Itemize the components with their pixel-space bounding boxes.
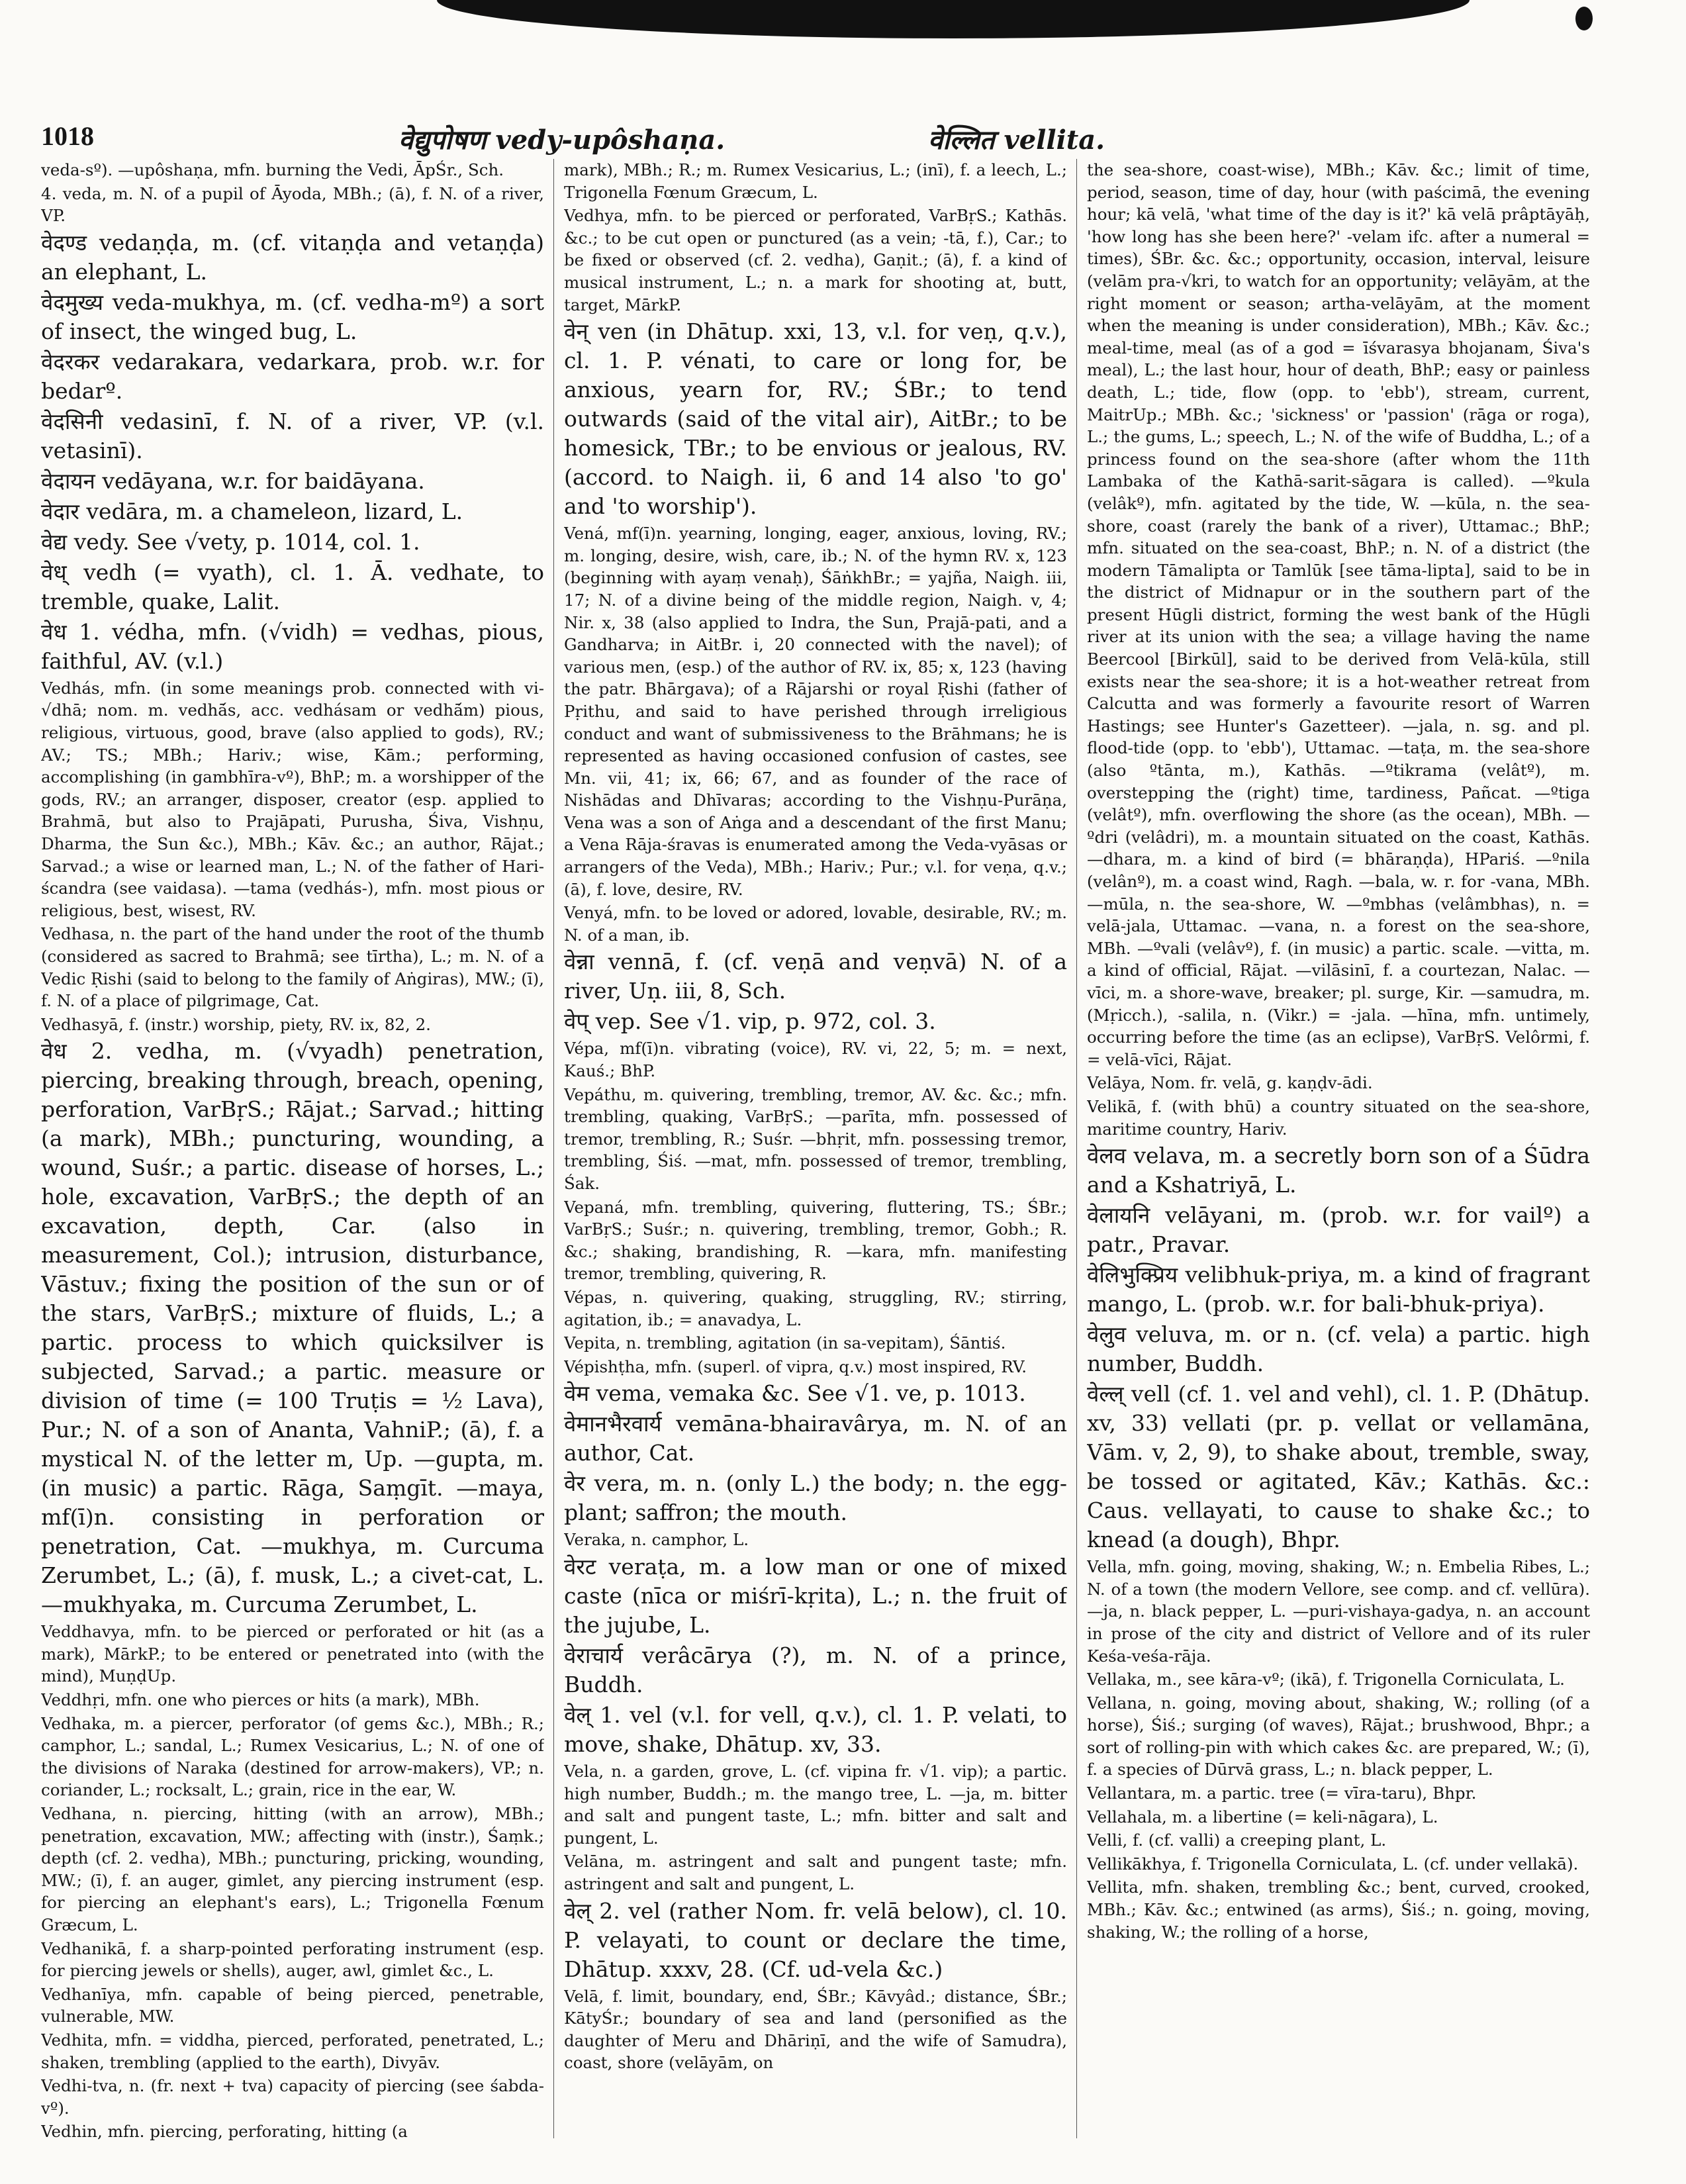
sub-entry: Veddhṛi, mfn. one who pierces or hits (a mark), MBh. <box>41 1690 480 1710</box>
headword-entry: वेलुव veluva, m. or n. (cf. vela) a partic. high number, Buddh. <box>1087 1321 1590 1377</box>
headword-entry: वेदमुख्य veda-mukhya, m. (cf. vedha-mº) a sort of insect, the winged bug, L. <box>41 289 544 344</box>
sub-entry: Vedhin, mfn. piercing, perforating, hitting (a <box>41 2122 408 2142</box>
page-number: 1018 <box>41 121 94 151</box>
headword-entry: वेलायनि velāyani, m. (prob. w.r. for vailº) a patr., Pravar. <box>1087 1202 1590 1258</box>
sub-entry: Vellana, n. going, moving about, shaking, W.; rolling (of a horse), Śiś.; surging (of waves), Rājat.; brushwood, Bhpr.; a sort of rolling-pin with which cakes &c. are prepared, W.; (ī), f. a species of Dūrvā grass, L.; n. black pepper, L. <box>1087 1693 1590 1780</box>
headword-entry: वेन् ven (in Dhātup. xxi, 13, v.l. for veṇ, q.v.), cl. 1. P. vénati, to care or long for, be anxious, yearn for, RV.; ŚBr.; to tend outwards (said of the vital air), AitBr.; to be homesick, TBr.; to be envious or jealous, RV. (accord. to Naigh. ii, 6 and 14 also 'to go' and 'to worship'). <box>564 318 1067 520</box>
headword-entry: वेरट veraṭa, m. a low man or one of mixed caste (nīca or miśrī-kṛita), L.; n. the fruit of the jujube, L. <box>564 1553 1067 1638</box>
scan-ink-blot <box>437 0 1470 38</box>
headword-entry: वेम vema, vemaka &c. See √1. ve, p. 1013. <box>564 1380 1026 1407</box>
entry: veda-sº). —upôshaṇa, mfn. burning the Vedi, ĀpŚr., Sch. <box>41 160 504 179</box>
sub-entry: Vépas, n. quivering, quaking, struggling, RV.; stirring, agitation, ib.; = anavadya, L. <box>564 1287 1067 1329</box>
sub-entry: Vedhanikā, f. a sharp-pointed perforating instrument (esp. for piercing jewels or shells), auger, awl, gimlet &c., L. <box>41 1938 544 1981</box>
sub-entry: Vellaka, m., see kāra-vº; (ikā), f. Trigonella Corniculata, L. <box>1087 1670 1565 1689</box>
headword-entry: वेल् 2. vel (rather Nom. fr. velā below), cl. 10. P. velayati, to count or declare the time, Dhātup. xxxv, 28. (Cf. ud-vela &c.) <box>564 1897 1067 1982</box>
sub-entry: Vená, mf(ī)n. yearning, longing, eager, anxious, loving, RV.; m. longing, desire, wish, care, ib.; N. of the hymn RV. x, 123 (beginning with ayaṃ venaḥ), ŚāṅkhBr.; = yajña, Naigh. iii, 17; N. of a divine being of the middle region, Naigh. v, 4; Nir. x, 38 (also applied to Indra, the Sun, Prajā-pati, and a Gandharva; in AitBr. i, 20 connected with the navel); of various men, (esp.) of the author of RV. ix, 85; x, 123 (having the patr. Bhārgava); of a Rājarshi or royal Ṛishi (father of Pṛithu, and said to have perished through irreligious conduct and want of submissiveness to the Brāhmans; he is represented as having occasioned confusion of castes, see Mn. vii, 41; ix, 66; 67, and as founder of the race of Nishādas and Dhīvaras; according to the Vishṇu-Purāṇa, Vena was a son of Aṅga and a descendant of the first Manu; a Vena Rāja-śravas is enumerated among the Veda-vyāsas or arrangers of the Veda), MBh.; Hariv.; Pur.; v.l. for veṇa, q.v.; (ā), f. love, desire, RV. <box>564 524 1067 899</box>
headword-entry: वेदार vedāra, m. a chameleon, lizard, L. <box>41 498 463 524</box>
sub-entry: Venyá, mfn. to be loved or adored, lovable, desirable, RV.; m. N. of a man, ib. <box>564 903 1067 945</box>
sub-entry: Vépishṭha, mfn. (superl. of vipra, q.v.) most inspired, RV. <box>564 1356 1027 1376</box>
sub-entry: Veraka, n. camphor, L. <box>564 1530 749 1550</box>
sub-entry: Vellahala, m. a libertine (= keli-nāgara), L. <box>1087 1807 1438 1827</box>
headword-entry: वेमानभैरवार्य vemāna-bhairavârya, m. N. of an author, Cat. <box>564 1411 1067 1466</box>
sub-entry: Vedhita, mfn. = viddha, pierced, perforated, penetrated, L.; shaken, trembling (applied to the earth), Divyāv. <box>41 2030 544 2072</box>
sub-entry: Vellita, mfn. shaken, trembling &c.; bent, curved, crooked, MBh.; Kāv. &c.; entwined (as arms), Śiś.; n. going, moving, shaking, W.; the rolling of a horse, <box>1087 1877 1590 1942</box>
sub-entry: Vedhya, mfn. to be pierced or perforated, VarBṛS.; Kathās. &c.; to be cut open or punctured (as a vein; -tā, f.), Car.; to be fixed or observed (cf. 2. vedha), Gaṇit.; (ā), f. a kind of musical instrument, L.; n. a mark for shooting at, butt, target, MārkP. <box>564 206 1067 314</box>
headword-entry: वेल् 1. vel (v.l. for vell, q.v.), cl. 1. P. velati, to move, shake, Dhātup. xv, 33. <box>564 1701 1067 1757</box>
headword-entry: वेध 2. vedha, m. (√vyadh) penetration, piercing, breaking through, breach, opening, perforation, VarBṛS.; Rājat.; Sarvad.; hitting (a mark), MBh.; puncturing, wounding, a wound, Suśr.; a partic. disease of horses, L.; hole, excavation, VarBṛS.; the depth of an excavation, depth, Car. (also in measurement, Col.); intrusion, disturbance, Vāstuv.; fixing the position of the sun or of the stars, VarBṛS.; mixture of fluids, L.; a partic. process to which quicksilver is subjected, Sarvad.; a partic. measure or division of time (= 100 Truṭis = ½ Lava), Pur.; N. of a son of Ananta, VahniP.; (ā), f. a mystical N. of the letter m, Up. —gupta, m. (in music) a partic. Rāga, Saṃgīt. —maya, mf(ī)n. consisting in perforation or penetration, Cat. —mukhya, m. Curcuma Zerumbet, L.; (ā), f. musk, L.; a civet-cat, L. —mukhyaka, m. Curcuma Zerumbet, L. <box>41 1038 544 1618</box>
headword-entry: वेप् vep. See √1. vip, p. 972, col. 3. <box>564 1008 936 1035</box>
headword-entry: वेलव velava, m. a secretly born son of a Śūdra and a Kshatriyā, L. <box>1087 1143 1590 1198</box>
sub-entry: Vedhasa, n. the part of the hand under the root of the thumb (considered as sacred to Brahmā; see tīrtha), L.; m. N. of a Vedic Ṛishi (said to belong to the family of Aṅgiras), MW.; (ī), f. N. of a place of pilgrimage, Cat. <box>41 924 544 1011</box>
sub-entry: Vedhasyā, f. (instr.) worship, piety, RV. ix, 82, 2. <box>41 1014 431 1034</box>
headword-entry: वेदसिनी vedasinī, f. N. of a river, VP. (v.l. vetasinī). <box>41 408 544 463</box>
sub-entry: Vela, n. a garden, grove, L. (cf. vipina fr. √1. vip); a partic. high number, Buddh.; m. the mango tree, L. —ja, m. bitter and salt and pungent taste, L.; mfn. bitter and salt and pungent, L. <box>564 1761 1067 1848</box>
headword-entry: वेद्य vedy. See √vety, p. 1014, col. 1. <box>41 528 420 555</box>
sub-entry: Vedhanīya, mfn. capable of being pierced, penetrable, vulnerable, MW. <box>41 1984 544 2026</box>
column-rule-2 <box>1076 159 1077 2138</box>
sub-entry: Velāna, m. astringent and salt and pungent taste; mfn. astringent and salt and pungent, L. <box>564 1852 1067 1893</box>
sub-entry: Velli, f. (cf. valli) a creeping plant, L. <box>1087 1830 1387 1850</box>
headword-entry: वेदण्ड vedaṇḍa, m. (cf. vitaṇḍa and vetaṇḍa) an elephant, L. <box>41 229 544 285</box>
sub-entry: Vedhi-tva, n. (fr. next + tva) capacity of piercing (see śabda-vº). <box>41 2076 544 2118</box>
sub-entry: Vedhana, n. piercing, hitting (with an arrow), MBh.; penetration, excavation, MW.; affecting with (instr.), Śaṃk.; depth (cf. 2. vedha), MBh.; puncturing, pricking, wounding, MW.; (ī), f. an auger, gimlet, any piercing instrument (esp. for piercing an elephant's ears), L.; Trigonella Fœnum Græcum, L. <box>41 1804 544 1934</box>
sub-entry: Vedhaka, m. a piercer, perforator (of gems &c.), MBh.; R.; camphor, L.; sandal, L.; Rumex Vesicarius, L.; N. of one of the divisions of Naraka (destined for arrow-makers), VP.; n. coriander, L.; rocksalt, L.; grain, rice in the ear, W. <box>41 1713 544 1800</box>
sub-entry: Vepita, n. trembling, agitation (in sa-vepitam), Śāntiś. <box>564 1333 1006 1353</box>
headword-entry: वेल्ल् vell (cf. 1. vel and vehl), cl. 1. P. (Dhātup. xv, 33) vellati (pr. p. vellat or vellamāna, Vām. v, 2, 9), to shake about, tremble, sway, be tossed or agitated, Kāv.; Kathās. &c.: Caus. vellayati, to cause to shake &c.; to knead (a dough), Bhpr. <box>1087 1381 1590 1553</box>
headword-entry: वेर vera, m. n. (only L.) the body; n. the egg-plant; saffron; the mouth. <box>564 1470 1067 1526</box>
sub-entry: Velāya, Nom. fr. velā, g. kaṇḍv-ādi. <box>1087 1073 1373 1093</box>
sub-entry: Vedhás, mfn. (in some meanings prob. connected with vi-√dhā; nom. m. vedhā́s, acc. vedhásam or vedhā́m) pious, religious, virtuous, good, brave (also applied to gods), RV.; AV.; TS.; MBh.; Hariv.; wise, Kām.; performing, accomplishing (in gambhīra-vº), BhP.; m. a worshipper of the gods, RV.; an arranger, disposer, creator (esp. applied to Brahmā, but also to Prajāpati, Purusha, Śiva, Vishṇu, Dharma, the Sun &c.), MBh.; Kāv. &c.; an author, Rājat.; Sarvad.; a wise or learned man, L.; N. of the father of Hari-ścandra (see vaidasa). —tama (vedhás-), mfn. most pious or religious, best, wisest, RV. <box>41 678 544 920</box>
headword-entry: वेदरकर vedarakara, vedarkara, prob. w.r. for bedarº. <box>41 348 544 404</box>
sub-entry: Velā, f. limit, boundary, end, ŚBr.; Kāvyâd.; distance, ŚBr.; KātyŚr.; boundary of sea and land (personified as the daughter of Meru and Dhāriṇī, and the wife of Samudra), coast, shore (velāyām, on <box>564 1986 1067 2073</box>
headword-entry: वेन्ना vennā, f. (cf. veṇā and veṇvā) N. of a river, Uṇ. iii, 8, Sch. <box>564 949 1067 1004</box>
column-rule-1 <box>553 159 554 2138</box>
sub-entry: Vellantara, m. a partic. tree (= vīra-taru), Bhpr. <box>1087 1783 1477 1803</box>
sub-entry: Velikā, f. (with bhū) a country situated on the sea-shore, maritime country, Hariv. <box>1087 1096 1590 1139</box>
column-2 <box>564 159 1067 2152</box>
sub-entry: Vella, mfn. going, moving, shaking, W.; n. Embelia Ribes, L.; N. of a town (the modern Vellore, see comp. and cf. vellūra). —ja, n. black pepper, L. —puri-vishaya-gadya, n. an account in prose of the city and district of Vellore and of its ruler Keśa-veśa-rāja. <box>1087 1557 1590 1666</box>
sub-entry: Vépa, mf(ī)n. vibrating (voice), RV. vi, 22, 5; m. = next, Kauś.; BhP. <box>564 1039 1067 1081</box>
column-3 <box>1087 159 1590 2152</box>
sub-entry: Vellikākhya, f. Trigonella Corniculata, L. (cf. under vellakā). <box>1087 1854 1579 1874</box>
sub-entry: Vepáthu, m. quivering, trembling, tremor, AV. &c. &c.; mfn. trembling, quaking, VarBṛS.; —parīta, mfn. possessed of tremor, trembling, R.; Suśr. —bhṛit, mfn. possessing tremor, trembling, Śiś. —mat, mfn. possessed of tremor, trembling, Śak. <box>564 1084 1067 1193</box>
headword-entry: वेध 1. védha, mfn. (√vidh) = vedhas, pious, faithful, AV. (v.l.) <box>41 618 544 674</box>
running-title-right: वेल्लित vellita. <box>928 124 1105 156</box>
sub-entry: Vepaná, mfn. trembling, quivering, fluttering, TS.; ŚBr.; VarBṛS.; Suśr.; n. quivering, trembling, tremor, Gobh.; R. &c.; shaking, brandishing, R. —kara, mfn. manifesting tremor, trembling, quivering, R. <box>564 1197 1067 1284</box>
entry: mark), MBh.; R.; m. Rumex Vesicarius, L.; (inī), f. a leech, L.; Trigonella Fœnum Græcum, L. <box>564 160 1067 202</box>
sub-entry: Veddhavya, mfn. to be pierced or perforated or hit (as a mark), MārkP.; to be entered or penetrated into (with the mind), MuṇḍUp. <box>41 1622 544 1686</box>
scan-ink-spot <box>1575 7 1593 30</box>
headword-entry: वेदायन vedāyana, w.r. for baidāyana. <box>41 467 425 494</box>
column-1 <box>41 159 544 2152</box>
entry: 4. veda, m. N. of a pupil of Āyoda, MBh.; (ā), f. N. of a river, VP. <box>41 183 544 226</box>
entry: the sea-shore, coast-wise), MBh.; Kāv. &c.; limit of time, period, season, time of day, hour (with paścimā, the evening hour; kā velā, 'what time of the day is it?' kā velā prâptāyāḥ, 'how long has she been here?' -velam ifc. after a numeral = times), ŚBr. &c. &c.; opportunity, occasion, interval, leisure (velām pra-√kri, to watch for an opportunity; velāyām, at the right moment or season; artha-velāyām, at the moment when the meaning is under consideration), MBh.; Kāv. &c.; meal-time, meal (as of a god = īśvarasya bhojanam, Śiva's meal), L.; the last hour, hour of death, BhP.; easy or painless death, L.; tide, flow (opp. to 'ebb'), stream, current, MaitrUp.; MBh. &c.; 'sickness' or 'passion' (rāga or roga), L.; the gums, L.; speech, L.; N. of the wife of Buddha, L.; of a princess found on the sea-shore (after whom the 11th Lambaka of the Kathā-sarit-sāgara is called). —ºkula (velâkº), mfn. agitated by the tide, W. —kūla, n. the sea-shore, coast (rarely the bank of a river), Uttamac.; BhP.; mfn. situated on the sea-coast, BhP.; n. N. of a district (the modern Tāmalipta or Tamlūk [see tāma-lipta], said to be in the district of Midnapur or in the southern part of the present Hūgli district, forming the west bank of the Hūgli river at its union with the sea; a village having the name Beercool [Birkūl], said to be derived from Velā-kūla, still exists near the sea-shore; it is a hot-weather retreat from Calcutta and was formerly a favourite resort of Warren Hastings; see Hunter's Gazetteer). —jala, n. sg. and pl. flood-tide (opp. to 'ebb'), Uttamac. —taṭa, m. the sea-shore (also ºtānta, m.), Kathās. —ºtikrama (velâtº), m. overstepping the (right) time, tardiness, Pañcat. —ºtiga (velâtº), mfn. overflowing the shore (as the ocean), MBh. —ºdri (velâdri), m. a mountain situated on the coast, Kathās. —dhara, m. a kind of bird (= bhāraṇḍa), HPariś. —ºnila (velânº), m. a coast wind, Ragh. —bala, w. r. for -vana, MBh. —mūla, n. the sea-shore, W. —ºmbhas (velâmbhas), n. = velā-jala, Uttamac. —vana, n. a forest on the sea-shore, MBh. —ºvali (velâvº), f. (in music) a partic. scale. —vitta, m. a kind of official, Rājat. —vilāsinī, f. a courtezan, Nalac. —vīci, m. a shore-wave, breaker; pl. surge, Kir. —samudra, m. (Mṛicch.), -salila, n. (Vikr.) = -jala. —hīna, mfn. untimely, occurring before the time (as an eclipse), VarBṛS. Velôrmi, f. = velā-vīci, Rājat. <box>1087 160 1590 1069</box>
headword-entry: वेलिभुक्प्रिय velibhuk-priya, m. a kind of fragrant mango, L. (prob. w.r. for bali-bhuk-priya). <box>1087 1262 1590 1317</box>
running-title-left: वेद्युपोषण vedy-upôshaṇa. <box>398 124 726 156</box>
headword-entry: वेध् vedh (= vyath), cl. 1. Ā. vedhate, to tremble, quake, Lalit. <box>41 559 544 614</box>
headword-entry: वेराचार्य verâcārya (?), m. N. of a prince, Buddh. <box>564 1642 1067 1697</box>
